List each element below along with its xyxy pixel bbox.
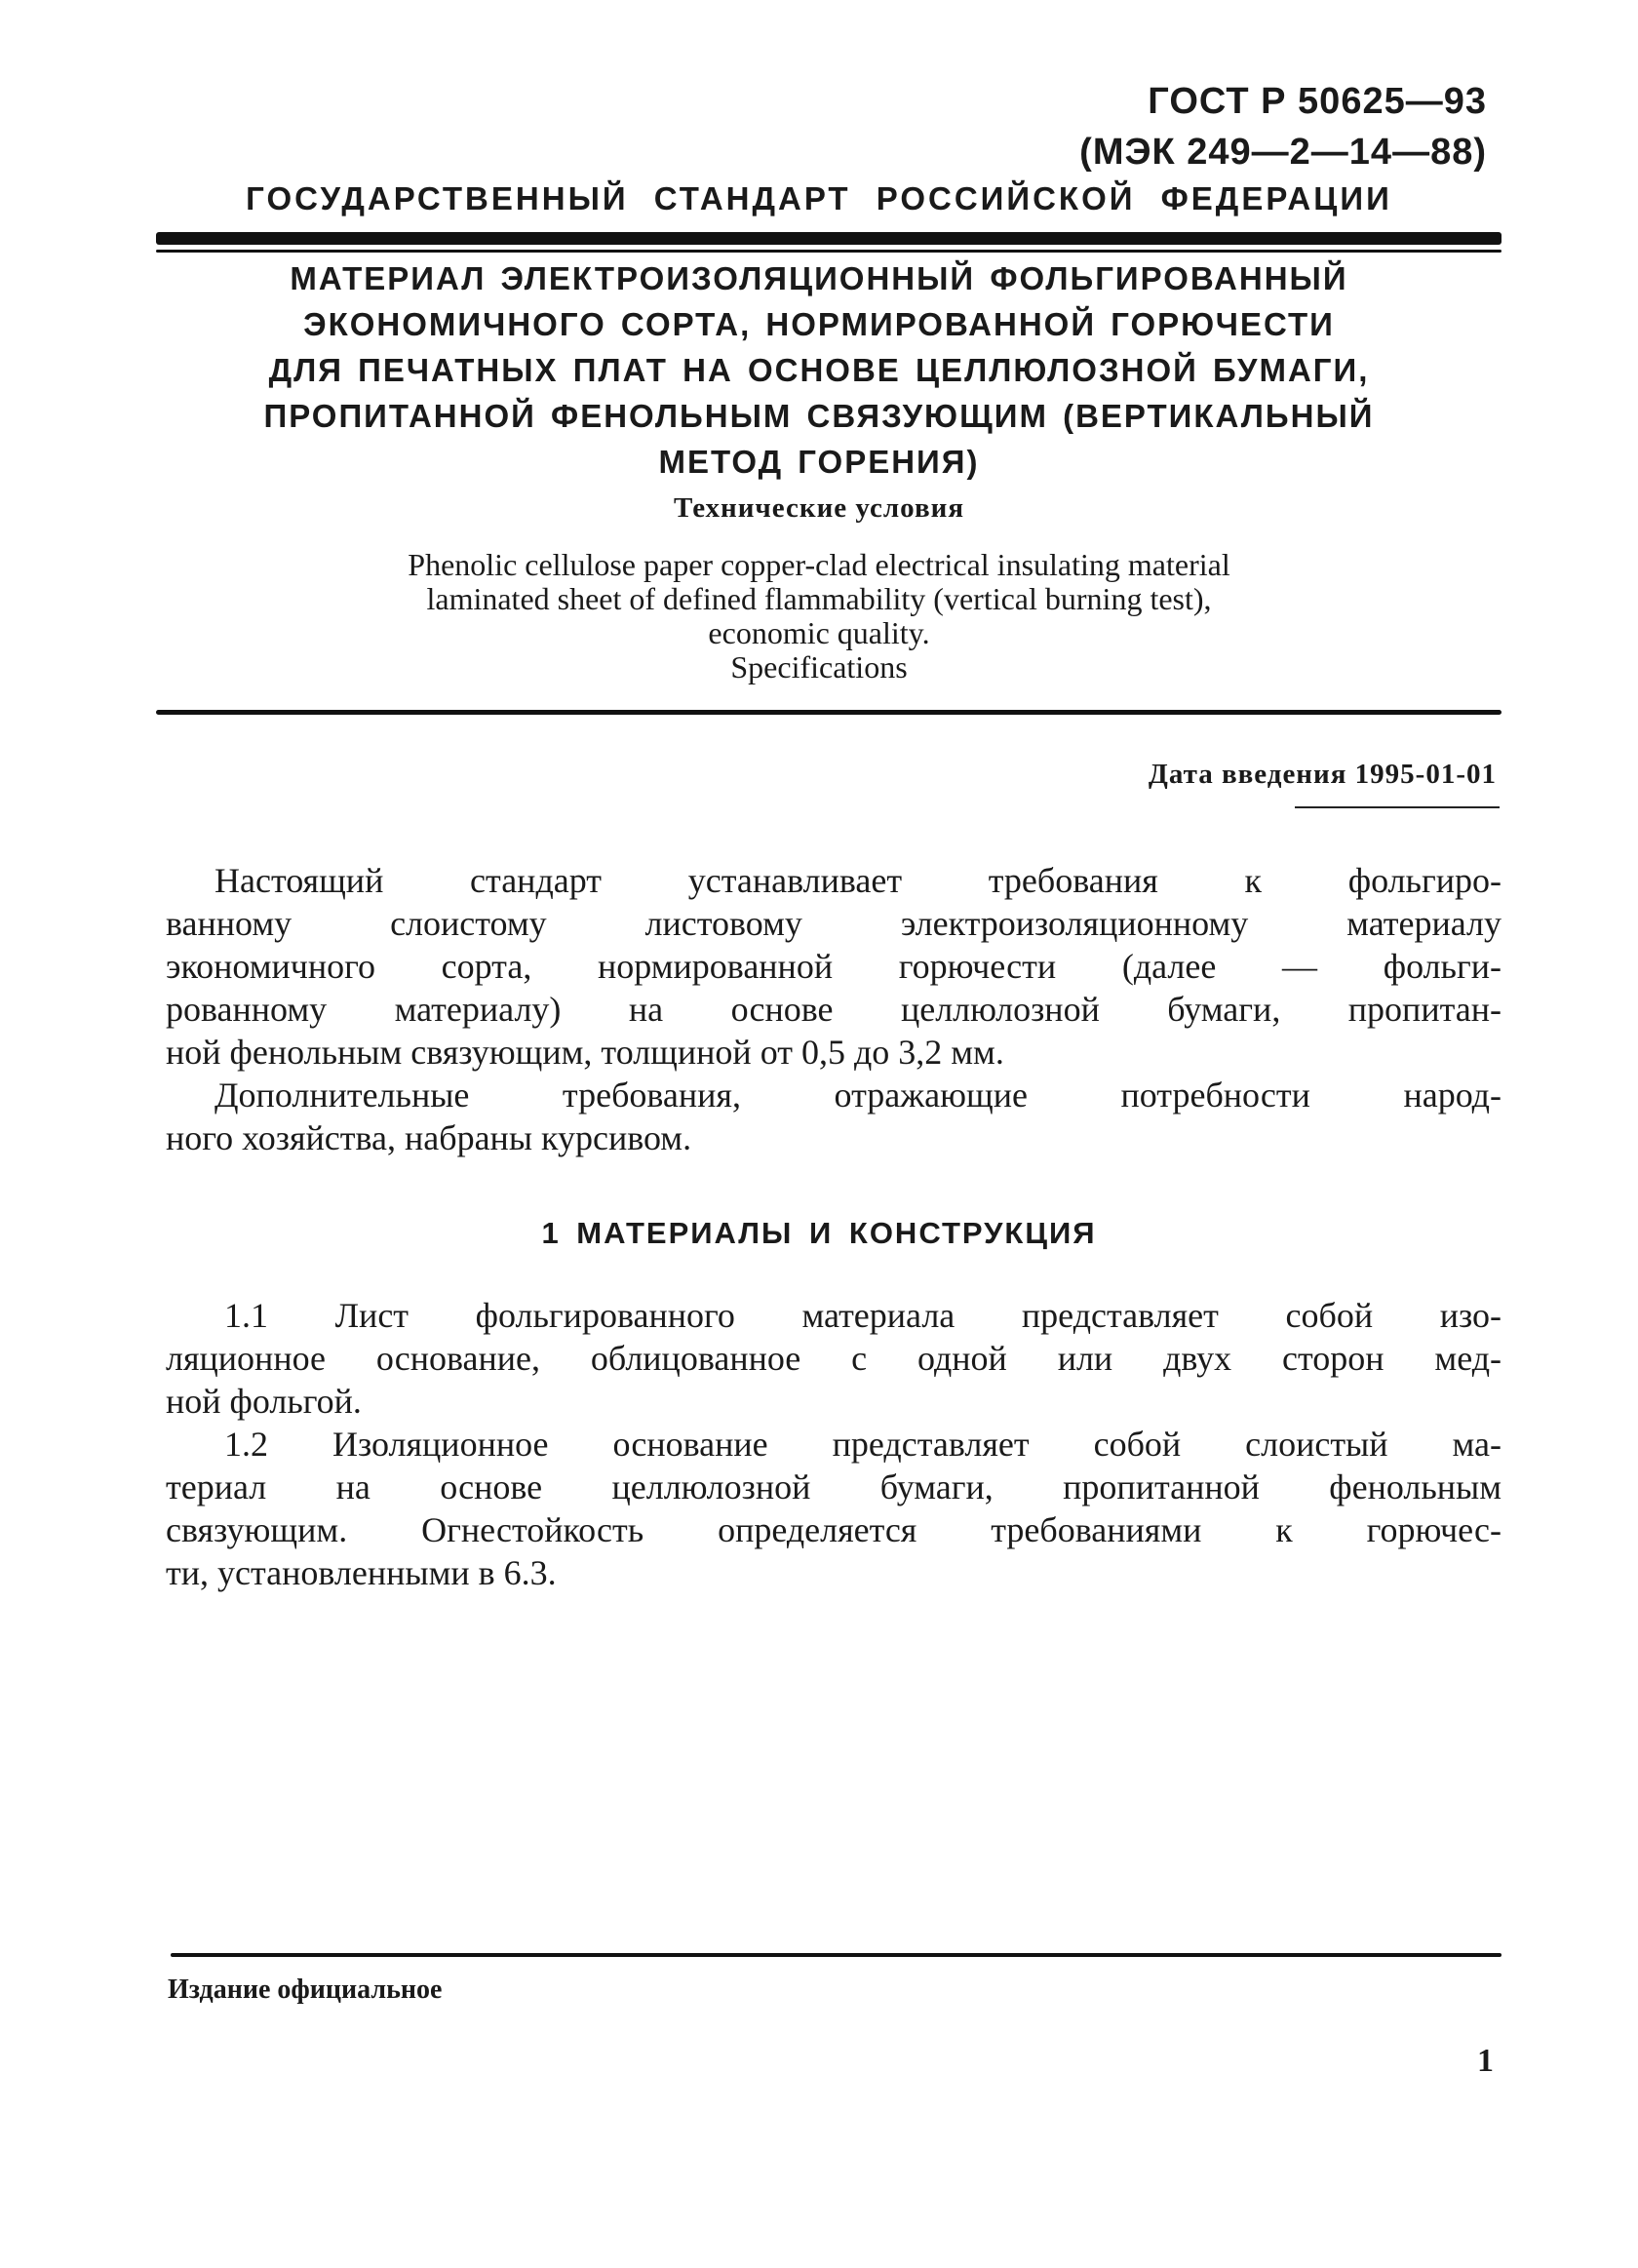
text-line: териал на основе целлюлозной бумаги, пропитанной фенольным [166,1467,1502,1506]
text-line: экономичного сорта, нормированной горючести (далее — фольги- [166,947,1502,986]
intro-paragraph-1 [166,859,1502,1074]
clause-1-1 [166,1294,1502,1423]
official-edition-label: Издание официальное [168,1975,443,2005]
standard-code-iec: (МЭК 249—2—14—88) [1079,132,1487,173]
state-standard-heading: ГОСУДАРСТВЕННЫЙ СТАНДАРТ РОССИЙСКОЙ ФЕДЕРАЦИИ [246,180,1392,216]
text-line: ной фольгой. [166,1382,362,1421]
text-line: 1.2 Изоляционное основание представляет собой слоистый ма- [224,1425,1502,1464]
text-line: ванному слоистому листовому электроизоляционному материалу [166,904,1502,943]
text-line: ляционное основание, облицованное с одной или двух сторон мед- [166,1339,1502,1378]
standard-code [1079,76,1487,177]
document-title [156,255,1482,485]
section-1-heading: 1 МАТЕРИАЛЫ И КОНСТРУКЦИЯ [541,1216,1097,1250]
title-line: ДЛЯ ПЕЧАТНЫХ ПЛАТ НА ОСНОВЕ ЦЕЛЛЮЛОЗНОЙ БУМАГИ, [268,352,1370,388]
clause-1-2 [166,1423,1502,1594]
page-number: 1 [1477,2043,1494,2079]
introduction-date-value: 1995-01-01 [1354,759,1497,790]
title-line: МЕТОД ГОРЕНИЯ) [658,444,980,480]
title-line: ПРОПИТАННОЙ ФЕНОЛЬНЫМ СВЯЗУЮЩИМ (ВЕРТИКАЛЬНЫЙ [263,398,1375,434]
english-title-line: Specifications [730,649,908,684]
text-line: ного хозяйства, набраны курсивом. [166,1118,692,1157]
text-line: 1.1 Лист фольгированного материала представляет собой изо- [224,1296,1502,1335]
title-line: ЭКОНОМИЧНОГО СОРТА, НОРМИРОВАННОЙ ГОРЮЧЕСТИ [303,306,1335,342]
text-line: связующим. Огнестойкость определяется требованиями к горючес- [166,1510,1502,1549]
english-title [156,548,1482,684]
top-thick-rule [156,232,1502,245]
english-title-line: economic quality. [708,615,930,650]
document-subtitle: Технические условия [673,492,965,524]
english-title-line: Phenolic cellulose paper copper-clad electrical insulating material [408,547,1230,582]
text-line: рованному материалу) на основе целлюлозной бумаги, пропитан- [166,990,1502,1029]
text-line: ти, установленными в 6.3. [166,1553,557,1592]
top-thin-rule [156,250,1502,253]
introduction-date [1149,759,1497,791]
text-line: Дополнительные требования, отражающие потребности народ- [214,1075,1502,1114]
english-title-line: laminated sheet of defined flammability (vertical burning test), [426,581,1212,616]
intro-paragraph-2 [166,1074,1502,1159]
text-line: ной фенольным связующим, толщиной от 0,5 до 3,2 мм. [166,1033,1004,1072]
date-underline [1295,806,1500,808]
text-line: Настоящий стандарт устанавливает требования к фольгиро- [214,861,1502,900]
title-line: МАТЕРИАЛ ЭЛЕКТРОИЗОЛЯЦИОННЫЙ ФОЛЬГИРОВАННЫЙ [290,260,1348,296]
introduction-date-label: Дата введения [1148,759,1347,790]
standard-code-gost: ГОСТ Р 50625—93 [1148,81,1487,122]
footer-rule [171,1953,1502,1957]
title-bottom-rule [156,710,1502,715]
